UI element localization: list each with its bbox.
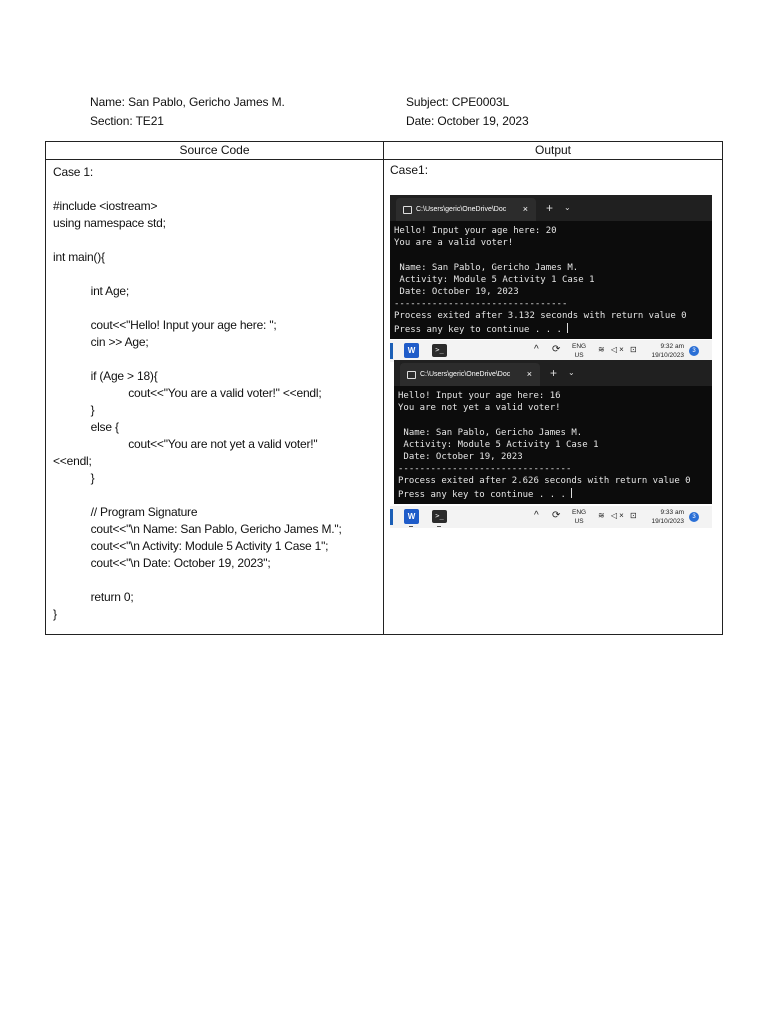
language-code: ENG bbox=[572, 509, 587, 516]
student-section: Section: TE21 bbox=[90, 114, 164, 128]
source-code-cell bbox=[46, 160, 384, 635]
chevron-down-icon[interactable]: ⌄ bbox=[568, 368, 575, 377]
clock-time: 9:33 am bbox=[660, 509, 684, 516]
active-indicator bbox=[437, 526, 441, 527]
text-cursor bbox=[571, 488, 572, 498]
output-case-label: Case1: bbox=[390, 163, 429, 177]
terminal-tab-title: C:\Users\geric\OneDrive\Doc bbox=[416, 206, 507, 213]
source-code-text: Case 1: #include <iostream> using namespace std; int main(){ int Age; cout<<"Hello! Input your age here: "; cin >> Age; if (Age > 18){ cout<<"You are a valid voter!" <<endl; } else { cout<<"You are not yet a valid voter!" <<endl; } // Program Signature cout<<"\n Name: San Pablo, Gericho James M."; cout<<"\n Activity: Module 5 Activity 1 Case 1"; cout<<"\n Date: October 19, 2023"; return 0; } bbox=[53, 165, 342, 621]
language-indicator[interactable] bbox=[572, 342, 586, 360]
notification-badge[interactable]: 3 bbox=[689, 346, 699, 356]
clock-date: 19/10/2023 bbox=[651, 518, 684, 525]
terminal-tab-title: C:\Users\geric\OneDrive\Doc bbox=[420, 371, 511, 378]
subject: Subject: CPE0003L bbox=[406, 95, 510, 109]
terminal-output-text: Hello! Input your age here: 16 You are not yet a valid voter! Name: San Pablo, Gericho James M. Activity: Module 5 Activity 1 Case 1 Date: October 19, 2023 -------------------------------- Process exited after 2.626 seconds with return value 0 Press any key to continue . . . bbox=[398, 391, 691, 500]
chevron-up-icon[interactable]: ^ bbox=[534, 510, 539, 521]
source-code-header: Source Code bbox=[46, 142, 384, 160]
close-icon[interactable]: × bbox=[522, 204, 528, 214]
taskbar-edge bbox=[390, 509, 393, 525]
taskbar-edge bbox=[390, 343, 393, 359]
student-name: Name: San Pablo, Gericho James M. bbox=[90, 95, 285, 109]
taskbar-clock[interactable] bbox=[644, 342, 684, 360]
new-tab-icon[interactable]: + bbox=[550, 366, 558, 380]
chevron-down-icon[interactable]: ⌄ bbox=[564, 203, 571, 212]
terminal-titlebar bbox=[394, 360, 712, 386]
terminal-tab[interactable] bbox=[400, 363, 540, 386]
language-indicator[interactable] bbox=[572, 508, 586, 526]
terminal-output bbox=[394, 386, 712, 504]
region-code: US bbox=[574, 518, 584, 525]
chevron-up-icon[interactable]: ^ bbox=[534, 344, 539, 355]
terminal-window-2 bbox=[394, 360, 712, 504]
terminal-tab-icon bbox=[407, 371, 416, 379]
taskbar-1 bbox=[390, 340, 712, 362]
new-tab-icon[interactable]: + bbox=[546, 201, 554, 215]
output-header: Output bbox=[384, 142, 723, 160]
clock-date: 19/10/2023 bbox=[651, 352, 684, 359]
system-tray-icons[interactable]: ≋ ◁× ⊡ bbox=[598, 345, 639, 354]
document-date: Date: October 19, 2023 bbox=[406, 114, 529, 128]
system-tray-icons[interactable]: ≋ ◁× ⊡ bbox=[598, 511, 639, 520]
terminal-tab[interactable] bbox=[396, 198, 536, 221]
clock-time: 9:32 am bbox=[660, 343, 684, 350]
text-cursor bbox=[567, 323, 568, 333]
terminal-app-icon[interactable]: >_ bbox=[432, 510, 447, 523]
taskbar-2 bbox=[390, 506, 712, 528]
close-icon[interactable]: × bbox=[526, 369, 532, 379]
output-cell bbox=[384, 160, 723, 635]
terminal-window-1 bbox=[390, 195, 712, 339]
terminal-tab-icon bbox=[403, 206, 412, 214]
terminal-output-text: Hello! Input your age here: 20 You are a valid voter! Name: San Pablo, Gericho James M. Activity: Module 5 Activity 1 Case 1 Date: October 19, 2023 -------------------------------- Process exited after 3.132 seconds with return value 0 Press any key to continue . . . bbox=[394, 226, 687, 335]
code-output-table bbox=[45, 141, 723, 635]
region-code: US bbox=[574, 352, 584, 359]
language-code: ENG bbox=[572, 343, 587, 350]
terminal-app-icon[interactable]: >_ bbox=[432, 344, 447, 357]
notification-badge[interactable]: 3 bbox=[689, 512, 699, 522]
sync-icon[interactable]: ⟳ bbox=[552, 344, 561, 355]
sync-icon[interactable]: ⟳ bbox=[552, 510, 561, 521]
taskbar-clock[interactable] bbox=[644, 508, 684, 526]
terminal-titlebar bbox=[390, 195, 712, 221]
active-indicator bbox=[409, 526, 413, 527]
word-app-icon[interactable]: W bbox=[404, 343, 419, 358]
word-app-icon[interactable]: W bbox=[404, 509, 419, 524]
terminal-output bbox=[390, 221, 712, 339]
